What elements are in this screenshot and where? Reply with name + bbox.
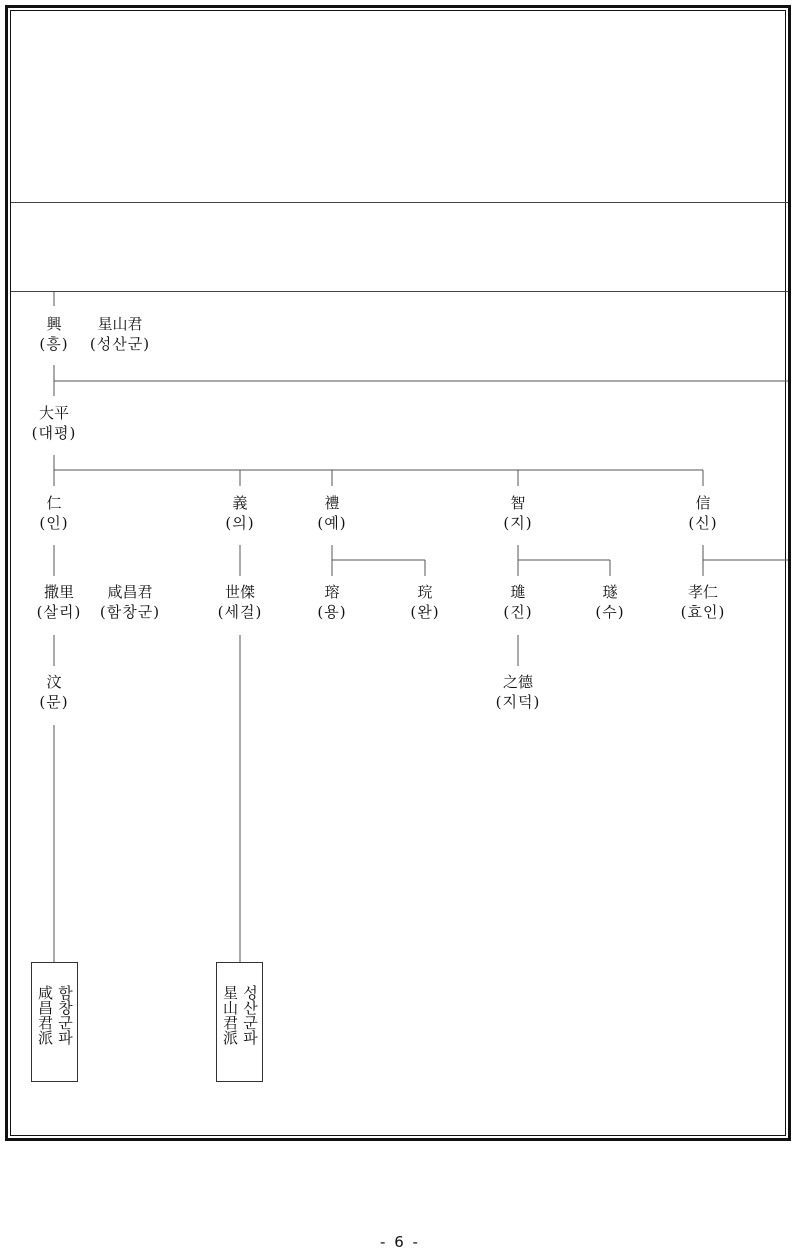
person-hyoin bbox=[673, 582, 733, 622]
person-ye-hangul: (예) bbox=[317, 514, 347, 532]
person-in-hanja: 仁 bbox=[46, 494, 62, 512]
person-segeol-hanja: 世傑 bbox=[224, 583, 255, 601]
person-su-hanja: 璲 bbox=[602, 583, 618, 601]
title-hamchanggun-hanja: 咸昌君 bbox=[107, 583, 153, 601]
title-seongsangun-hangul: (성산군) bbox=[89, 335, 151, 353]
person-salli-hanja: 撒里 bbox=[43, 583, 74, 601]
person-salli-hangul: (살리) bbox=[36, 603, 82, 621]
person-in bbox=[34, 493, 74, 533]
title-hamchanggun-hangul: (함창군) bbox=[99, 603, 161, 621]
person-sin bbox=[683, 493, 723, 533]
person-jideok-hangul: (지덕) bbox=[495, 693, 541, 711]
person-ye bbox=[312, 493, 352, 533]
branch-seongsan-hanja: 星山君派 bbox=[221, 985, 239, 1045]
person-daepyeong-hanja: 大平 bbox=[38, 404, 69, 422]
person-ji-hangul: (지) bbox=[503, 514, 533, 532]
branch-hamchang-hanja: 咸昌君派 bbox=[36, 985, 54, 1045]
person-segeol bbox=[210, 582, 270, 622]
person-wan bbox=[405, 582, 445, 622]
person-ji bbox=[498, 493, 538, 533]
person-hyoin-hanja: 孝仁 bbox=[687, 583, 718, 601]
person-segeol-hangul: (세걸) bbox=[217, 603, 263, 621]
title-seongsangun-hanja: 星山君 bbox=[97, 315, 143, 333]
page-number: - 6 - bbox=[380, 1233, 420, 1251]
person-yong-hangul: (용) bbox=[317, 603, 347, 621]
person-wan-hangul: (완) bbox=[410, 603, 440, 621]
title-hamchanggun bbox=[95, 582, 165, 622]
person-su-hangul: (수) bbox=[595, 603, 625, 621]
person-su bbox=[590, 582, 630, 622]
person-heung bbox=[39, 314, 69, 354]
person-heung-hangul: (흥) bbox=[39, 335, 69, 353]
branch-hamchang-hangul: 함창군파 bbox=[56, 985, 74, 1045]
person-jin-hangul: (진) bbox=[503, 603, 533, 621]
person-mun-hangul: (문) bbox=[39, 693, 69, 711]
person-jin bbox=[498, 582, 538, 622]
person-jideok bbox=[488, 672, 548, 712]
person-in-hangul: (인) bbox=[39, 514, 69, 532]
branch-box-seongsan bbox=[216, 962, 263, 1082]
person-ui-hanja: 義 bbox=[232, 494, 248, 512]
person-ye-hanja: 禮 bbox=[324, 494, 340, 512]
person-ji-hanja: 智 bbox=[510, 494, 526, 512]
person-ui bbox=[220, 493, 260, 533]
person-wan-hanja: 琓 bbox=[417, 583, 433, 601]
person-sin-hanja: 信 bbox=[695, 494, 711, 512]
person-daepyeong bbox=[22, 403, 86, 443]
person-salli bbox=[29, 582, 89, 622]
person-mun bbox=[34, 672, 74, 712]
person-mun-hanja: 汶 bbox=[46, 673, 62, 691]
title-seongsangun bbox=[85, 314, 155, 354]
person-jideok-hanja: 之德 bbox=[502, 673, 533, 691]
person-hyoin-hangul: (효인) bbox=[680, 603, 726, 621]
person-jin-hanja: 璡 bbox=[510, 583, 526, 601]
branch-box-hamchang bbox=[31, 962, 78, 1082]
person-yong bbox=[312, 582, 352, 622]
person-sin-hangul: (신) bbox=[688, 514, 718, 532]
person-daepyeong-hangul: (대평) bbox=[31, 424, 77, 442]
person-heung-hanja: 興 bbox=[46, 315, 62, 333]
person-ui-hangul: (의) bbox=[225, 514, 255, 532]
branch-seongsan-hangul: 성산군파 bbox=[241, 985, 259, 1045]
person-yong-hanja: 瑢 bbox=[324, 583, 340, 601]
